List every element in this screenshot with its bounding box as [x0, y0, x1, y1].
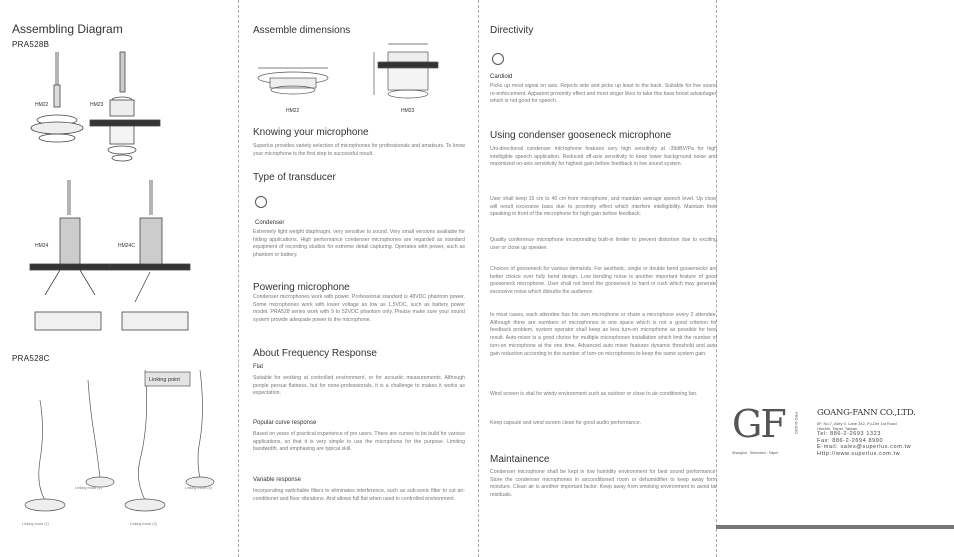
label-linking-mode-1: Linking mode (1) — [22, 522, 49, 526]
label-hm22: HM22 — [35, 102, 49, 108]
condenser-icon — [255, 196, 267, 208]
cardioid-label: Cardioid — [490, 74, 513, 80]
variable-text: Incorporating switchable filters to eliminates interference, such as sub-sonic filter to cut air-conditioner and floor vibrations. And allows full flat when used in controlled environment. — [253, 488, 465, 502]
company-name: GOANG-FANN CO.,LTD. — [817, 408, 916, 418]
pro-audio-label: PRO AUDIO — [794, 412, 799, 435]
assembling-panel — [0, 0, 238, 557]
gooseneck-p7: Keep capsule and wind screen clean for good audio performance. — [490, 420, 642, 426]
dim-label-hm22: HM22 — [286, 108, 300, 114]
dimensions-diagram — [238, 40, 478, 110]
popular-text: Based on years of practical experience of pro users. There are curves to be build for various applications, so that it is very simple to use the microphone for the purpose. Limiting bandwidth, and emphasing are typical skill. — [253, 431, 465, 453]
maintenance-title: Maintainence — [490, 454, 550, 465]
gooseneck-p1: Uni-directional condenser microphone features very high sensitivity at -39dBV/Pa for high intelligible speech application. Reduced off-axis sensitivity to keep lower background noise and maximized on-axis sensitivity for highest gain before feedback in live sound system. — [490, 146, 717, 168]
company-cities: Shanghai · Shenzhen · Taipei — [732, 451, 778, 455]
dim-label-hm23: HM23 — [401, 108, 415, 114]
company-email[interactable]: E-mail: sales@superlux.com.tw — [817, 444, 912, 450]
powering-text: Condenser microphones work with power. Professional standard is 48VDC phantom power. Some microphones work with lower voltage as low as 1.5VDC, such as battery power model. PRA528 series work with 9 to 52VDC phantom only. Please make sure your sound system provide adequate power to the microphone. — [253, 294, 465, 324]
label-linking-point: Linking point — [149, 377, 180, 383]
dimensions-title: Assemble dimensions — [253, 25, 351, 36]
pra528c-diagram — [0, 360, 238, 540]
knowing-title: Knowing your microphone — [253, 127, 369, 138]
maintenance-text: Condenser microphone shall be kept in low humidity environment for best sound performance. Store the condenser microphones in airconditioned room or dehumidifier to keep away form moisture. Clean air is another important factor. Keep away from smoking environment to avoid tar residuals. — [490, 469, 717, 499]
cardioid-icon — [492, 53, 504, 65]
gooseneck-p6: Wind screen is vital for windy environment such as outdoor or close to air-conditioning fan. — [490, 391, 698, 397]
assembling-title: Assembling Diagram — [12, 22, 123, 36]
gooseneck-p4: Choices of gooseneck for various demands. For aesthetic, single or double bend goosenecks are better choice over fully bend design. Low bending noise is another important feature of good gooseneck microphone. User shall not bend the gooseneck to hard or rush which may generate excessive noise which disturbs the audience. — [490, 266, 717, 296]
company-fax: Fax: 886-2-2694 8990 — [817, 438, 884, 444]
variable-label: Variable response — [253, 477, 301, 483]
cardioid-text: Picks up most signal on axis. Rejects side and picks up least to the back. Suitable for live sound re-enforcement. Apparent proximity effect and most singer likes to take this bass boost advantages which is not good for speech. — [490, 83, 717, 105]
gooseneck-p2: User shall keep 15 cm to 40 cm from microphone, and maintain average speech level. Up close will result excessive bass due to proximity effect which interfere intelligibility. Maintain their speaking in front of the microphone for high gain before feedback. — [490, 196, 717, 218]
condenser-text: Extremely light weight diaphragm, very sensitive to sound. Very small versions available for hiding applications. High performance condenser microphones are regarded as standard equipment of recording studios for extreme detail capturing. Operates with power, such as phantom or battery. — [253, 229, 465, 259]
company-website[interactable]: Http://www.superlux.com.tw — [817, 451, 901, 457]
popular-label: Popular curve response — [253, 420, 317, 426]
model-pra528b: PRA528B — [12, 40, 50, 49]
label-hm24c: HM24C — [118, 243, 135, 249]
directivity-title: Directivity — [490, 25, 534, 36]
footer-bar — [716, 525, 954, 529]
pra528b-diagram — [0, 0, 238, 340]
frequency-title: About Frequency Response — [253, 348, 377, 359]
directivity-panel — [478, 0, 722, 557]
flat-label: Flat — [253, 364, 264, 370]
dimensions-panel — [238, 0, 478, 557]
company-panel — [722, 0, 954, 557]
label-linking-mode-2: Linking mode (2) — [75, 486, 102, 490]
transducer-title: Type of transducer — [253, 172, 336, 183]
label-hm24: HM24 — [35, 243, 49, 249]
gf-logo: GF — [732, 402, 785, 446]
label-hm23: HM23 — [90, 102, 104, 108]
gooseneck-p5: In most cases, each attendee has his own microphone or share a microphone every 2 attendee. Although there are numbers of microphones in one space which is not a good criterion for feedback problem, system operator shall keep as less turn-on microphone as possible for best result. Auto-mixer is a good choice for multiple microphones installation which limit the number of turn-on microphone at the one time. Advanced auto mixer features dynamic threshold and auto gain reduction according to the number of turn-on microphones to keep the same system gain. — [490, 312, 717, 357]
company-address-1: 5F, No.7, Alley 3, Lane 342, Fu-Der 1st Road — [817, 421, 897, 426]
gooseneck-p3: Quality conference microphone incorporating built-in limiter to prevent distortion due to exciting user or close up speaker. — [490, 237, 717, 251]
label-linking-mode-4: Linking mode (4) — [185, 486, 212, 490]
company-tel: Tel: 886-2-2693 1323 — [817, 431, 881, 437]
model-pra528c: PRA528C — [12, 354, 50, 363]
knowing-text: Superlux provides variety selection of microphones for professionals and amateurs. To know your microphone is the first step to successful result. — [253, 143, 465, 157]
condenser-label: Condenser — [255, 220, 285, 226]
company-address-2: Hsichih, Taipei, Taiwan — [817, 426, 858, 431]
flat-text: Suitable for working at controlled environment, or for acoustic measurements. Although people persue flatness, but for none-professionals, it is a challenge to makes it works as expectation. — [253, 375, 465, 397]
powering-title: Powering microphone — [253, 282, 350, 293]
label-linking-mode-3: Linking mode (3) — [130, 522, 157, 526]
gooseneck-title: Using condenser gooseneck microphone — [490, 130, 672, 141]
